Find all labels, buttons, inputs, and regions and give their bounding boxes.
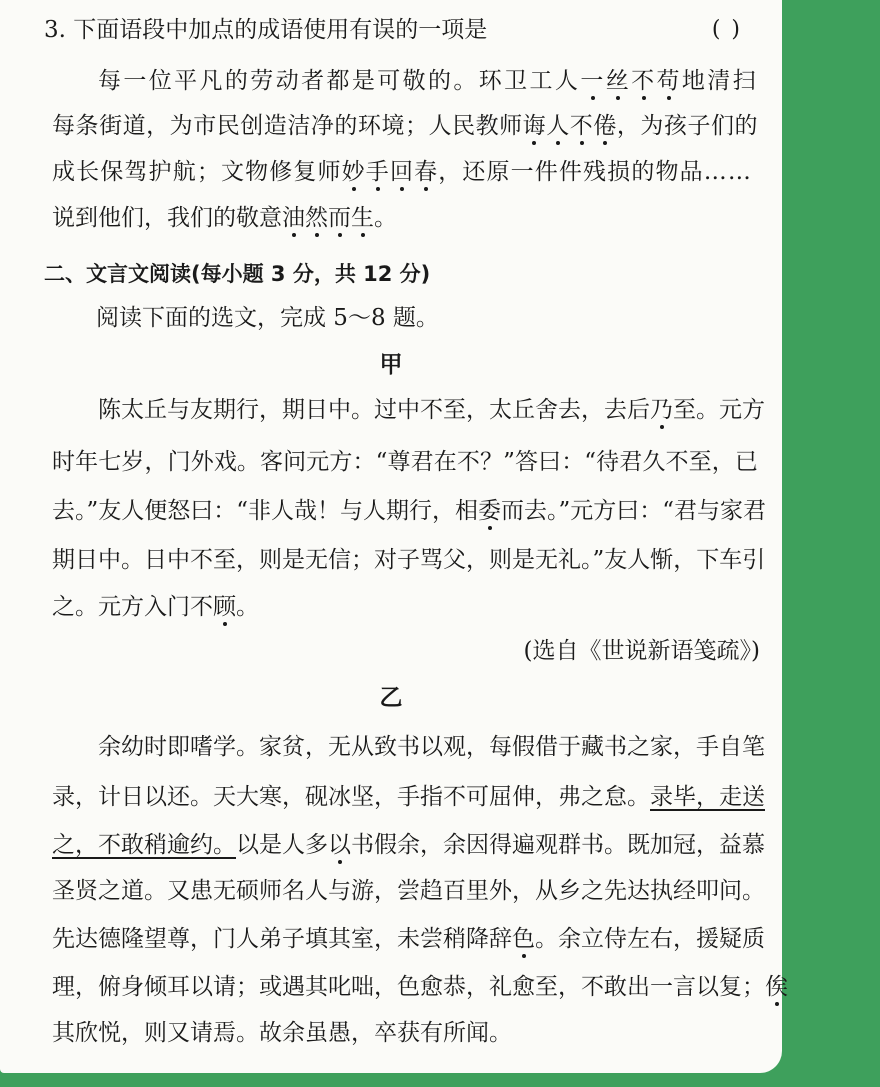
emphasis-dot-char: 不 bbox=[631, 68, 657, 94]
text-run: ，为孩子们的 bbox=[616, 113, 759, 139]
underlined-text: 之，不敢稍逾约。 bbox=[52, 832, 236, 858]
text-run: 陈太丘与友期行，期日中。过中不至，太丘舍去，去后 bbox=[98, 397, 650, 423]
passage-yi-line bbox=[52, 924, 834, 954]
emphasis-dot-char: 顾 bbox=[213, 594, 236, 620]
emphasis-dot-char: 倦 bbox=[593, 113, 617, 139]
emphasis-dot-char: 春 bbox=[414, 159, 439, 185]
emphasis-dot-char: 油 bbox=[282, 205, 305, 231]
question-3-line bbox=[52, 111, 834, 141]
text-run: 说到他们，我们的敬意 bbox=[52, 205, 282, 231]
passage-yi-heading: 乙 bbox=[379, 684, 403, 711]
emphasis-dot-char: 乃 bbox=[650, 397, 673, 423]
text-run: 圣贤之道。又患无硕师名人与游，尝趋百里外，从乡之先达执经叩问。 bbox=[52, 878, 765, 904]
emphasis-dot-char: 生 bbox=[351, 205, 374, 231]
text-run: 每一位平凡的劳动者都是可敬的。环卫工人 bbox=[98, 68, 581, 94]
question-3-line bbox=[98, 66, 880, 96]
emphasis-dot-char: 不 bbox=[569, 113, 594, 139]
underlined-text: 录毕，走送 bbox=[650, 784, 765, 810]
emphasis-dot-char: 委 bbox=[478, 498, 502, 524]
text-run: 其欣悦，则又请焉。故余虽愚，卒获有所闻。 bbox=[52, 1020, 512, 1046]
passage-yi-line bbox=[98, 732, 880, 762]
emphasis-dot-char: 而 bbox=[328, 205, 351, 231]
emphasis-dot-char: 然 bbox=[305, 205, 328, 231]
passage-jia-line bbox=[52, 447, 834, 477]
text-run: 以是人多 bbox=[236, 832, 328, 858]
text-run: 去。”友人便怒曰：“非人哉！与人期行，相 bbox=[52, 498, 479, 524]
emphasis-dot-char: 色 bbox=[512, 926, 535, 952]
passage-yi-line bbox=[52, 876, 834, 906]
section-2-title: 二、文言文阅读(每小题 3 分，共 12 分) bbox=[44, 262, 431, 286]
text-run: 之。元方入门不 bbox=[52, 594, 213, 620]
text-run: 地清扫 bbox=[681, 68, 759, 94]
question-3-line bbox=[52, 157, 834, 187]
text-run: 而去。”元方曰：“君与家君 bbox=[501, 498, 767, 524]
text-run: 。 bbox=[236, 594, 259, 620]
text-run: 录，计日以还。天大寒，砚冰坚，手指不可屈伸，弗之怠。 bbox=[52, 784, 650, 810]
emphasis-dot-char: 诲 bbox=[522, 113, 547, 139]
text-run: 成长保驾护航；文物修复师 bbox=[52, 159, 342, 185]
text-run: ，还原一件件残损的物品…… bbox=[438, 159, 753, 185]
passage-jia-heading: 甲 bbox=[379, 351, 403, 378]
emphasis-dot-char: 苟 bbox=[656, 68, 682, 94]
passage-jia-line bbox=[52, 592, 834, 622]
emphasis-dot-char: 妙 bbox=[341, 159, 366, 185]
emphasis-dot-char: 回 bbox=[389, 159, 415, 185]
passage-yi-line bbox=[52, 1018, 834, 1048]
emphasis-dot-char: 人 bbox=[546, 113, 570, 139]
emphasis-dot-char: 丝 bbox=[605, 68, 632, 94]
text-run: 期日中。日中不至，则是无信；对子骂父，则是无礼。”友人惭，下车引 bbox=[52, 547, 766, 573]
text-run: 理，俯身倾耳以请；或遇其叱咄，色愈恭，礼愈至，不敢出一言以复； bbox=[52, 974, 765, 1000]
text-run: 时年七岁，门外戏。客问元方：“尊君在不？”答曰：“待君久不至，已 bbox=[52, 449, 758, 475]
text-run: 。 bbox=[374, 205, 397, 231]
emphasis-dot-char: 俟 bbox=[765, 974, 788, 1000]
passage-jia-line bbox=[98, 395, 880, 425]
text-run: 先达德隆望尊，门人弟子填其室，未尝稍降辞 bbox=[52, 926, 512, 952]
passage-yi-line bbox=[52, 972, 834, 1002]
passage-yi-line bbox=[52, 782, 834, 812]
text-run: 书假余，余因得遍观群书。既加冠，益慕 bbox=[351, 832, 765, 858]
section-2-instruction: 阅读下面的选文，完成 5～8 题。 bbox=[96, 305, 439, 331]
question-3-title: 3. 下面语段中加点的成语使用有误的一项是 bbox=[44, 17, 488, 43]
text-run: 至。元方 bbox=[673, 397, 765, 423]
passage-jia-line bbox=[52, 545, 834, 575]
question-3-line bbox=[52, 203, 834, 233]
passage-jia-line bbox=[52, 496, 834, 526]
emphasis-dot-char: 以 bbox=[328, 832, 351, 858]
text-run: 。余立侍左右，援疑质 bbox=[535, 926, 765, 952]
passage-yi-line bbox=[52, 830, 834, 860]
emphasis-dot-char: 手 bbox=[365, 159, 390, 185]
text-run: 每条街道，为市民创造洁净的环境；人民教师 bbox=[52, 113, 523, 139]
answer-parentheses: ( ) bbox=[711, 17, 742, 42]
text-run: 余幼时即嗜学。家贫，无从致书以观，每假借于藏书之家，手自笔 bbox=[98, 734, 765, 760]
emphasis-dot-char: 一 bbox=[580, 68, 606, 94]
passage-jia-source: (选自《世说新语笺疏》) bbox=[523, 638, 760, 664]
